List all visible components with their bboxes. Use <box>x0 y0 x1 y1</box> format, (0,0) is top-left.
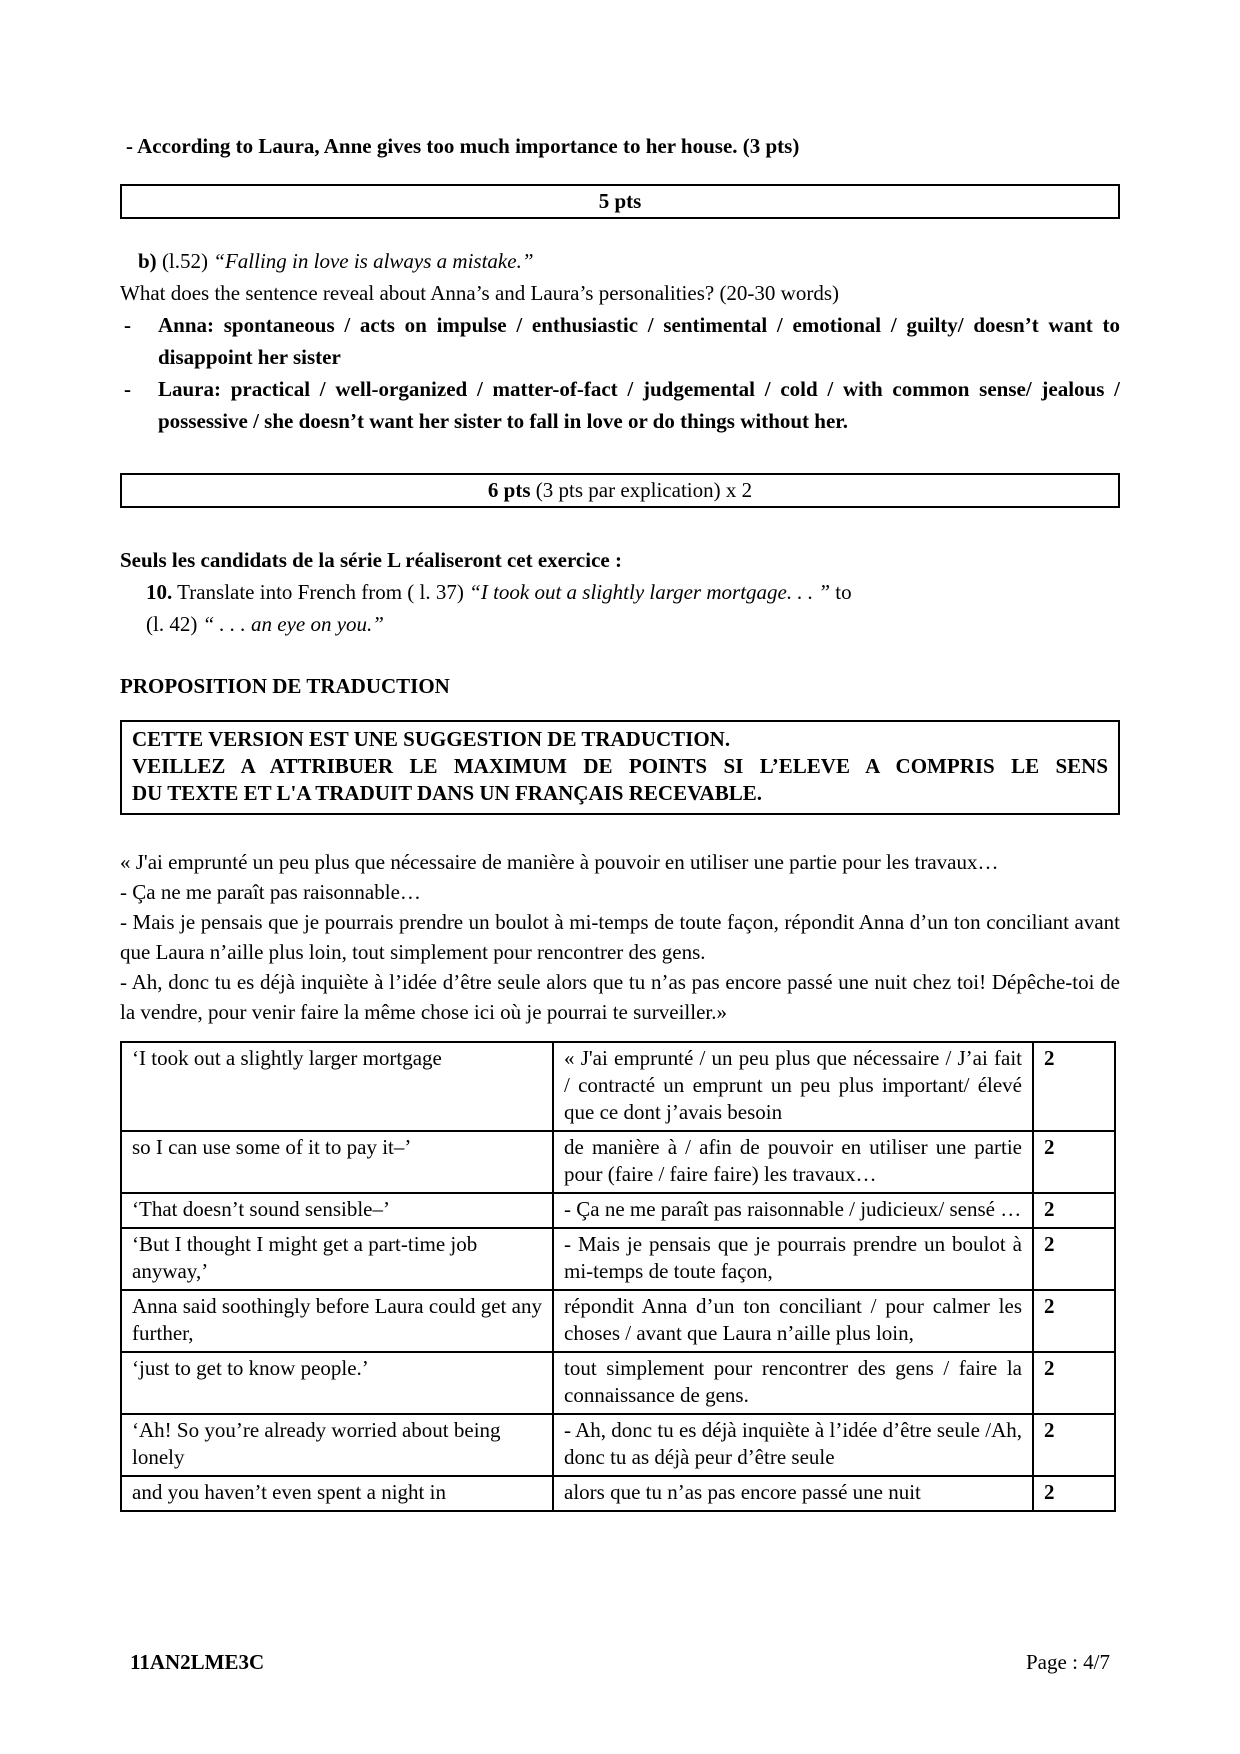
table-row <box>121 1352 1115 1414</box>
bullet-dash: - <box>124 377 131 401</box>
cell-english: Anna said soothingly before Laura could get any further, <box>121 1290 553 1352</box>
score-box-5pts-label: 5 pts <box>598 189 642 213</box>
exercise-10-line1 <box>146 576 1120 608</box>
cell-english: ‘I took out a slightly larger mortgage <box>121 1042 553 1131</box>
translation-paragraph: - Mais je pensais que je pourrais prendre un boulot à mi-temps de toute façon, répondit Anna d’un ton conciliant avant que Laura n’aille plus loin, tout simplement pour rencontrer des gens. <box>120 910 1120 964</box>
cell-french: « J'ai emprunté / un peu plus que nécessaire / J’ai fait / contracté un emprunt un peu plus important/ élevé que ce dont j’avais besoin <box>553 1042 1033 1131</box>
translation-text <box>120 847 1120 1027</box>
question-b-line <box>138 245 1120 277</box>
cell-french: tout simplement pour rencontrer des gens / faire la connaissance de gens. <box>553 1352 1033 1414</box>
bullet-anna <box>120 309 1120 373</box>
cell-points: 2 <box>1033 1193 1115 1228</box>
answer-statement: - According to Laura, Anne gives too much importance to her house. (3 pts) <box>126 134 800 158</box>
exercise-10-number: 10. <box>146 580 173 604</box>
bullet-dash: - <box>124 313 131 337</box>
cell-english: ‘That doesn’t sound sensible–’ <box>121 1193 553 1228</box>
cell-points: 2 <box>1033 1228 1115 1290</box>
serie-l-heading: Seuls les candidats de la série L réaliseront cet exercice : <box>120 548 622 572</box>
question-b-label: b) <box>138 249 162 273</box>
exercise-10-to: to <box>830 580 852 604</box>
translation-paragraph: - Ça ne me paraît pas raisonnable… <box>120 880 421 904</box>
page-number: Page : 4/7 <box>1026 1650 1110 1674</box>
cell-english: and you haven’t even spent a night in <box>121 1476 553 1511</box>
question-b-line-ref: (l.52) <box>161 249 214 273</box>
proposition-heading: PROPOSITION DE TRADUCTION <box>120 674 450 698</box>
notice-line-2: VEILLEZ A ATTRIBUER LE MAXIMUM DE POINTS SI L’ELEVE A COMPRIS LE SENS <box>132 754 1108 778</box>
table-row <box>121 1193 1115 1228</box>
table-row <box>121 1476 1115 1511</box>
translation-table <box>120 1041 1116 1512</box>
score-box-5pts <box>120 184 1120 219</box>
cell-points: 2 <box>1033 1352 1115 1414</box>
table-row <box>121 1228 1115 1290</box>
notice-line-1: CETTE VERSION EST UNE SUGGESTION DE TRADUCTION. <box>132 727 731 751</box>
cell-points: 2 <box>1033 1042 1115 1131</box>
exercise-10-line-ref: (l. 42) <box>146 612 203 636</box>
cell-english: so I can use some of it to pay it–’ <box>121 1131 553 1193</box>
bullet-laura <box>120 373 1120 437</box>
cell-english: ‘just to get to know people.’ <box>121 1352 553 1414</box>
exercise-10 <box>120 576 1120 640</box>
table-row <box>121 1290 1115 1352</box>
table-row <box>121 1414 1115 1476</box>
table-row <box>121 1131 1115 1193</box>
document-code: 11AN2LME3C <box>130 1650 265 1674</box>
bullet-anna-text: Anna: spontaneous / acts on impulse / enthusiastic / sentimental / emotional / guilty/ doesn’t want to disappoint her sister <box>158 313 1120 369</box>
cell-french: - Ça ne me paraît pas raisonnable / judicieux/ sensé … <box>553 1193 1033 1228</box>
notice-box <box>120 720 1120 815</box>
cell-points: 2 <box>1033 1290 1115 1352</box>
cell-french: - Ah, donc tu es déjà inquiète à l’idée d’être seule /Ah, donc tu as déjà peur d’être seule <box>553 1414 1033 1476</box>
cell-french: - Mais je pensais que je pourrais prendre un boulot à mi-temps de toute façon, <box>553 1228 1033 1290</box>
cell-french: de manière à / afin de pouvoir en utiliser une partie pour (faire / faire faire) les travaux… <box>553 1131 1033 1193</box>
cell-english: ‘Ah! So you’re already worried about being lonely <box>121 1414 553 1476</box>
cell-points: 2 <box>1033 1476 1115 1511</box>
cell-points: 2 <box>1033 1131 1115 1193</box>
cell-french: répondit Anna d’un ton conciliant / pour calmer les choses / avant que Laura n’aille plus loin, <box>553 1290 1033 1352</box>
exercise-10-text: Translate into French from ( l. 37) <box>172 580 470 604</box>
cell-points: 2 <box>1033 1414 1115 1476</box>
bullet-laura-text: Laura: practical / well-organized / matter-of-fact / judgemental / cold / with common sense/ jealous / possessive / she doesn’t want her sister to fall in love or do things without her. <box>158 377 1120 433</box>
page-content <box>120 0 1120 1512</box>
notice-line-3: DU TEXTE ET L'A TRADUIT DANS UN FRANÇAIS RECEVABLE. <box>132 781 762 805</box>
cell-english: ‘But I thought I might get a part-time job anyway,’ <box>121 1228 553 1290</box>
score-box-6pts-detail: (3 pts par explication) x 2 <box>530 478 753 502</box>
score-box-6pts <box>120 473 1120 508</box>
table-row <box>121 1042 1115 1131</box>
exercise-10-line2 <box>146 608 1120 640</box>
translation-paragraph: « J'ai emprunté un peu plus que nécessaire de manière à pouvoir en utiliser une partie pour les travaux… <box>120 850 999 874</box>
exercise-10-quote2: “ . . . an eye on you.” <box>202 612 384 636</box>
exercise-10-quote1: “I took out a slightly larger mortgage. . . ” <box>469 580 831 604</box>
translation-paragraph: - Ah, donc tu es déjà inquiète à l’idée d’être seule alors que tu n’as pas encore passé une nuit chez toi! Dépêche-toi de la vendre, pour venir faire la même chose ici où je pourrai te surveiller.» <box>120 970 1120 1024</box>
question-b-prompt: What does the sentence reveal about Anna’s and Laura’s personalities? (20-30 words) <box>120 281 840 305</box>
question-b-quote: “Falling in love is always a mistake.” <box>213 249 534 273</box>
score-box-6pts-label: 6 pts <box>487 478 531 502</box>
page-footer <box>130 1650 1110 1675</box>
cell-french: alors que tu n’as pas encore passé une nuit <box>553 1476 1033 1511</box>
